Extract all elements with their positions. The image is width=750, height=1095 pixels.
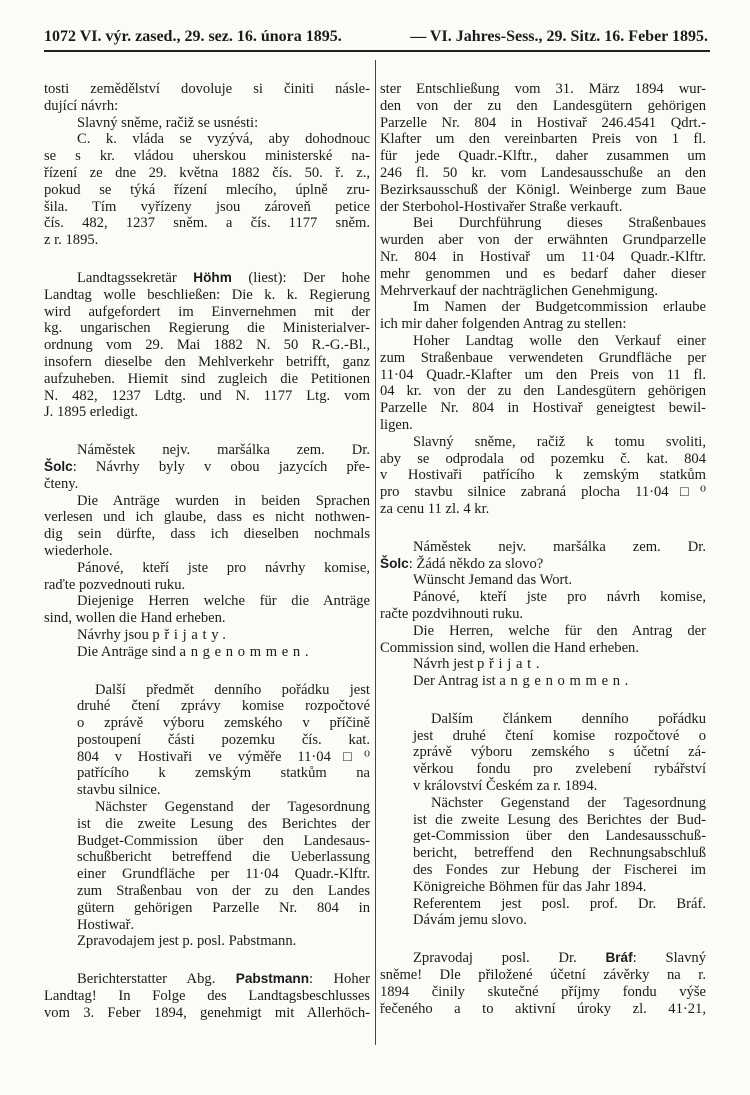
text-segment: Parzelle Nr. 804 in Hostivař 246.4541 Qdrt.- <box>380 114 706 131</box>
text-segment: zum Straßenbau von der zu den Landes <box>77 883 370 900</box>
text-segment: Náměstek nejv. maršálka zem. Dr. <box>413 538 706 555</box>
text-segment: Zpravodajem jest p. posl. Pabstmann. <box>77 933 297 950</box>
text-segment: gütern gehörigen Parzelle Nr. 804 in <box>77 899 370 916</box>
paragraph <box>380 215 706 299</box>
text-line <box>380 98 706 115</box>
speaker-name: Šolc <box>380 555 409 571</box>
text-line <box>380 131 706 148</box>
text-line <box>380 367 706 384</box>
text-line <box>380 165 706 182</box>
text-segment: wurden aber von der erwähnten Grundparzelle <box>380 232 706 249</box>
text-line <box>380 299 706 316</box>
text-segment: stavbu silnice. <box>77 782 161 799</box>
text-line <box>44 476 370 493</box>
text-line <box>77 900 370 917</box>
text-segment: ist die zweite Lesung des Berichtes der <box>77 815 370 832</box>
text-line <box>44 442 370 459</box>
text-line <box>380 623 706 640</box>
text-line <box>44 610 370 627</box>
text-line <box>44 560 370 577</box>
text-segment: Hostiwař. <box>77 916 135 933</box>
text-segment: Pánové, kteří jste pro návrhy komise, <box>77 559 370 576</box>
text-line <box>380 215 706 232</box>
text-segment: Königreiche Böhmen für das Jahr 1894. <box>413 878 647 895</box>
spaced-emphasis: angenommen. <box>499 673 634 690</box>
text-line <box>380 182 706 199</box>
text-line <box>413 912 706 929</box>
text-line <box>413 828 706 845</box>
text-line <box>44 337 370 354</box>
text-segment: čís. 482, 1237 sněm. a čís. 1177 sněm. <box>44 215 370 232</box>
paragraph <box>413 896 706 930</box>
paragraph <box>380 950 706 1017</box>
text-segment: mehr genommen und es bedarf daher dieser <box>380 265 706 282</box>
text-segment: Hoher Landtag wolle den Verkauf einer <box>413 332 706 349</box>
text-segment: Commission sind, wollen die Hand erheben. <box>380 639 640 656</box>
text-segment: C. k. vláda se vyzývá, aby dohodnouc <box>77 131 370 148</box>
text-line <box>44 115 370 132</box>
text-segment: Parzelle Nr. 804 in Hostivař geneigtest bewil- <box>380 400 706 417</box>
text-segment: zprávě výboru zemského s účetní zá- <box>413 744 706 761</box>
paragraph <box>44 270 370 421</box>
paragraph <box>44 560 370 594</box>
text-line <box>77 782 370 799</box>
text-segment: 1894 činily skutečné příjmy fondu výše <box>380 983 706 1000</box>
text-segment: z r. 1895. <box>44 232 99 249</box>
speaker-name: Šolc <box>44 458 73 474</box>
text-segment: : Návrhy byly v obou jazycích pře- <box>72 458 370 475</box>
text-line <box>380 434 706 451</box>
text-line <box>413 744 706 761</box>
text-line <box>380 556 706 573</box>
text-segment: Dalším článkem denního pořádku <box>431 710 706 727</box>
speech-section <box>44 270 370 421</box>
text-segment: get-Commission über den Landesausschuß- <box>413 828 706 845</box>
text-line <box>413 778 706 795</box>
text-line <box>380 417 706 434</box>
text-line <box>44 644 370 661</box>
text-segment: J. 1895 erledigt. <box>44 404 139 421</box>
text-line <box>380 451 706 468</box>
text-line <box>77 866 370 883</box>
header-rule <box>44 50 710 52</box>
text-segment: dující návrh: <box>44 97 119 114</box>
text-segment: pro stavbu silnice zabraná plocha 11·04□⁰ <box>380 484 706 501</box>
text-segment: šila. Tím vyřízeny jsou zároveň petice <box>44 198 370 215</box>
speech-section <box>44 81 370 249</box>
text-segment: Návrhy jsou <box>77 626 153 643</box>
text-line <box>380 249 706 266</box>
text-segment: für jede Quadr.-Klftr., daher zusammen um <box>380 148 706 165</box>
paragraph <box>380 673 706 690</box>
text-segment: : Hoher <box>309 971 370 988</box>
spaced-emphasis: přijaty. <box>152 626 231 643</box>
text-segment: račte pozdvihnouti ruku. <box>380 605 524 622</box>
text-line <box>380 115 706 132</box>
text-line <box>77 682 370 699</box>
page-header <box>44 28 708 48</box>
text-segment: schußbericht betreffend die Ueberlassung <box>77 849 370 866</box>
right-column <box>380 81 706 1017</box>
speaker-name: Bráf <box>605 950 633 966</box>
text-line <box>44 304 370 321</box>
text-line <box>380 640 706 657</box>
text-line <box>380 333 706 350</box>
text-segment: aby se odprodala od pozemku č. kat. 804 <box>380 450 706 467</box>
text-segment: Bezirksausschuß der Königl. Weinberge zum Baue <box>380 181 706 198</box>
text-line <box>77 715 370 732</box>
speech-section <box>380 81 706 518</box>
text-line <box>44 215 370 232</box>
text-segment: raďte pozvednouti ruku. <box>44 576 186 593</box>
spaced-emphasis: angenommen. <box>179 643 314 660</box>
text-line <box>77 816 370 833</box>
text-segment: N. 482, 1237 Ldtg. und N. 1177 Ltg. vom <box>44 387 370 404</box>
text-line <box>380 199 706 216</box>
text-segment: Dávám jemu slovo. <box>413 912 527 929</box>
spaced-emphasis: přijat. <box>477 656 545 673</box>
paragraph <box>380 539 706 573</box>
text-segment: 04 kr. von der zu den Landesgütern gehörigen <box>380 383 706 400</box>
text-segment: ist die zweite Lesung des Berichtes der Bud- <box>413 811 706 828</box>
paragraph <box>413 711 706 795</box>
text-segment: Landtag wolle beschließen: Die k. k. Regierung <box>44 286 370 303</box>
text-segment: sněme! Dle přiložené účetní závěrky na r. <box>380 967 706 984</box>
text-segment: 246 fl. 50 kr. vom Landesausschuße an den <box>380 164 706 181</box>
text-segment: vom 3. Feber 1894, genehmigt mit Allerhöch- <box>44 1004 370 1021</box>
text-line <box>380 232 706 249</box>
text-line <box>44 270 370 287</box>
text-segment: Pánové, kteří jste pro návrh komise, <box>413 589 706 606</box>
text-segment: věrkou fondu pro zvelebení rybářství <box>413 761 706 778</box>
paragraph <box>44 115 370 132</box>
text-line <box>380 673 706 690</box>
text-line <box>380 606 706 623</box>
paragraph <box>44 442 370 492</box>
text-segment: Mehrverkauf der nachträglichen Genehmigung. <box>380 282 658 299</box>
text-segment: ster Entschließung vom 31. März 1894 wur- <box>380 81 706 97</box>
speech-section <box>44 442 370 660</box>
paragraph <box>380 81 706 215</box>
text-segment: se s kr. vládou uherskou ministerské na- <box>44 148 370 165</box>
speaker-name: Pabstmann <box>235 971 310 987</box>
text-line <box>380 266 706 283</box>
text-line <box>44 320 370 337</box>
paragraph <box>44 593 370 627</box>
text-line <box>77 833 370 850</box>
text-line <box>380 467 706 484</box>
text-segment: Nächster Gegenstand der Tagesordnung <box>431 794 706 811</box>
text-segment: Referentem jest posl. prof. Dr. Bráf. <box>413 895 706 912</box>
text-line <box>380 316 706 333</box>
text-segment: des Fondes zur Hebung der Fischerei im <box>413 862 706 879</box>
text-line <box>380 967 706 984</box>
text-line <box>44 371 370 388</box>
text-segment: : Žádá někdo za slovo? <box>408 555 544 572</box>
text-segment: bericht, betreffend den Rechnungsabschluß <box>413 845 706 862</box>
text-line <box>44 1005 370 1022</box>
paragraph <box>380 589 706 623</box>
text-segment: Die Anträge sind <box>77 643 180 660</box>
text-segment: čteny. <box>44 475 79 492</box>
text-segment: postoupení části pozemku čís. kat. <box>77 731 370 748</box>
text-line <box>413 862 706 879</box>
text-line <box>380 400 706 417</box>
text-segment: zum Straßenbaue verwendeten Grundfläche per <box>380 349 706 366</box>
paragraph <box>380 333 706 434</box>
text-segment: o zprávě výboru zemského v příčině <box>77 715 370 732</box>
text-segment: Další předmět denního pořádku jest <box>95 681 370 698</box>
text-line <box>77 732 370 749</box>
text-line <box>380 501 706 518</box>
text-line <box>413 845 706 862</box>
text-segment: jest druhé čtení komise rozpočtové o <box>413 727 706 744</box>
text-segment: Zpravodaj posl. Dr. <box>413 950 606 967</box>
paragraph <box>380 623 706 657</box>
left-column <box>44 81 370 1022</box>
text-line <box>44 577 370 594</box>
paragraph <box>77 682 370 800</box>
text-segment: Diejenige Herren welche für die Anträge <box>77 593 370 610</box>
text-line <box>380 984 706 1001</box>
text-line <box>380 1001 706 1018</box>
text-line <box>44 287 370 304</box>
text-line <box>44 543 370 560</box>
text-line <box>44 593 370 610</box>
paragraph <box>44 81 370 115</box>
text-line <box>44 388 370 405</box>
text-line <box>77 883 370 900</box>
text-line <box>44 182 370 199</box>
text-segment: Berichterstatter Abg. <box>77 971 236 988</box>
text-segment: pokud se týká řízení mlecího, úplně zru- <box>44 181 370 198</box>
header-czech: 1072 VI. výr. zased., 29. sez. 16. února 1895. <box>44 28 342 45</box>
text-segment: ich mir daher folgenden Antrag zu stellen: <box>380 316 627 333</box>
paragraph <box>44 493 370 560</box>
text-segment: insofern dieselbe den Mehlverkehr betrifft, ganz <box>44 353 370 370</box>
text-line <box>380 572 706 589</box>
text-line <box>44 459 370 476</box>
text-segment: Landtag! In Folge des Landtagsbeschlusses <box>44 988 370 1005</box>
text-line <box>413 812 706 829</box>
paragraph <box>44 627 370 644</box>
text-segment: 11·04 Quadr.-Klafter um den Preis von 11 fl. <box>380 366 706 383</box>
text-line <box>44 131 370 148</box>
text-segment: Nächster Gegenstand der Tagesordnung <box>95 799 370 816</box>
text-segment: aufzuheben. Hiemit sind zugleich die Petitionen <box>44 370 370 387</box>
text-line <box>44 232 370 249</box>
text-segment: Im Namen der Budgetcommission erlaube <box>413 299 706 316</box>
text-segment: dig sein dürfte, dass ich dieselben nochmals <box>44 526 370 543</box>
text-line <box>44 509 370 526</box>
text-segment: druhé čtení zprávy komise rozpočtové <box>77 698 370 715</box>
text-line <box>380 950 706 967</box>
text-segment: 804 v Hostivaři ve výměře 11·04□⁰ <box>77 748 370 765</box>
text-line <box>44 971 370 988</box>
text-line <box>380 383 706 400</box>
text-line <box>44 98 370 115</box>
paragraph <box>44 131 370 249</box>
text-segment: den von der zu den Landesgütern gehörigen <box>380 97 706 114</box>
text-segment: einer Grundfläche per 11·04 Quadr.-Klftr. <box>77 866 370 883</box>
text-line <box>77 933 370 950</box>
text-line <box>77 749 370 766</box>
text-line <box>380 656 706 673</box>
text-segment: Die Herren, welche für den Antrag der <box>413 622 706 639</box>
text-line <box>44 988 370 1005</box>
text-segment: Klafter um den vereinbarten Preis von 1 fl. <box>380 131 706 148</box>
text-segment: Die Anträge wurden in beiden Sprachen <box>77 492 370 509</box>
text-segment: wiederhole. <box>44 542 113 559</box>
text-line <box>77 849 370 866</box>
text-segment: ligen. <box>380 416 413 433</box>
text-line <box>413 761 706 778</box>
text-segment: ordnung vom 29. Mai 1882 N. 50 R.-G.-Bl., <box>44 337 370 354</box>
text-segment: Náměstek nejv. maršálka zem. Dr. <box>77 442 370 459</box>
text-segment: řízení ze dne 29. května 1882 čís. 50. ř. z., <box>44 164 370 181</box>
text-line <box>44 165 370 182</box>
text-line <box>413 896 706 913</box>
text-line <box>77 698 370 715</box>
text-line <box>44 493 370 510</box>
text-line <box>380 350 706 367</box>
text-segment: Slavný sněme, račiž se usnésti: <box>77 114 259 131</box>
text-segment: Návrh jest <box>413 656 478 673</box>
paragraph <box>380 656 706 673</box>
text-segment: sind, wollen die Hand erheben. <box>44 610 226 627</box>
text-line <box>44 81 370 98</box>
text-segment: Der Antrag ist <box>413 673 500 690</box>
text-line <box>413 879 706 896</box>
speech-section <box>44 971 370 1021</box>
paragraph <box>44 644 370 661</box>
speech-section <box>380 950 706 1017</box>
paragraph <box>380 434 706 518</box>
text-segment: : Slavný <box>632 950 706 967</box>
text-segment: kg. ungarischen Regierung die Ministerialver- <box>44 320 370 337</box>
text-line <box>413 711 706 728</box>
column-divider <box>375 60 376 1045</box>
paragraph <box>77 799 370 933</box>
text-segment: Nr. 804 in Hostivař um 11·04 Quadr.-Klftr. <box>380 248 706 265</box>
text-segment: v království Českém za r. 1894. <box>413 778 598 795</box>
agenda-item <box>77 682 370 951</box>
text-segment: (liest): Der hohe <box>231 269 370 286</box>
text-segment: tosti zemědělství dovoluje si činiti násle- <box>44 81 370 97</box>
text-line <box>44 148 370 165</box>
paragraph <box>44 971 370 1021</box>
text-line <box>44 354 370 371</box>
text-segment: Slavný sněme, račiž k tomu svoliti, <box>413 433 706 450</box>
paragraph <box>77 933 370 950</box>
speaker-name: Höhm <box>193 269 232 285</box>
text-line <box>44 404 370 421</box>
text-segment: der Sterbohol-Hostivařer Straße verkauft. <box>380 198 623 215</box>
text-line <box>413 795 706 812</box>
text-segment: patřícího k zemským statkům na <box>77 765 370 782</box>
text-segment: v Hostivaři patřícího k zemským statkům <box>380 467 706 484</box>
text-segment: Budget-Commission über den Landesaus- <box>77 832 370 849</box>
text-line <box>413 728 706 745</box>
text-line <box>380 148 706 165</box>
text-line <box>380 589 706 606</box>
agenda-item <box>413 711 706 929</box>
text-segment: wird aufgefordert im Einvernehmen mit der <box>44 303 370 320</box>
text-line <box>380 539 706 556</box>
paragraph <box>380 572 706 589</box>
text-segment: za cenu 11 zl. 4 kr. <box>380 500 490 517</box>
text-line <box>77 765 370 782</box>
text-line <box>44 526 370 543</box>
text-segment: Wünscht Jemand das Wort. <box>413 572 573 589</box>
text-segment: Bei Durchführung dieses Straßenbaues <box>413 215 706 232</box>
text-line <box>380 81 706 98</box>
text-line <box>77 917 370 934</box>
text-line <box>380 484 706 501</box>
text-segment: řečeného a to aktivní úroky zl. 41·21, <box>380 1000 706 1017</box>
text-line <box>380 283 706 300</box>
text-line <box>44 199 370 216</box>
paragraph <box>413 795 706 896</box>
text-segment: verlesen und ich glaube, dass es nicht nothwen- <box>44 509 370 526</box>
text-line <box>77 799 370 816</box>
speech-section <box>380 539 706 690</box>
paragraph <box>380 299 706 333</box>
header-german: — VI. Jahres-Sess., 29. Sitz. 16. Feber 1895. <box>410 28 708 45</box>
text-line <box>44 627 370 644</box>
text-segment: Landtagssekretär <box>77 269 194 286</box>
